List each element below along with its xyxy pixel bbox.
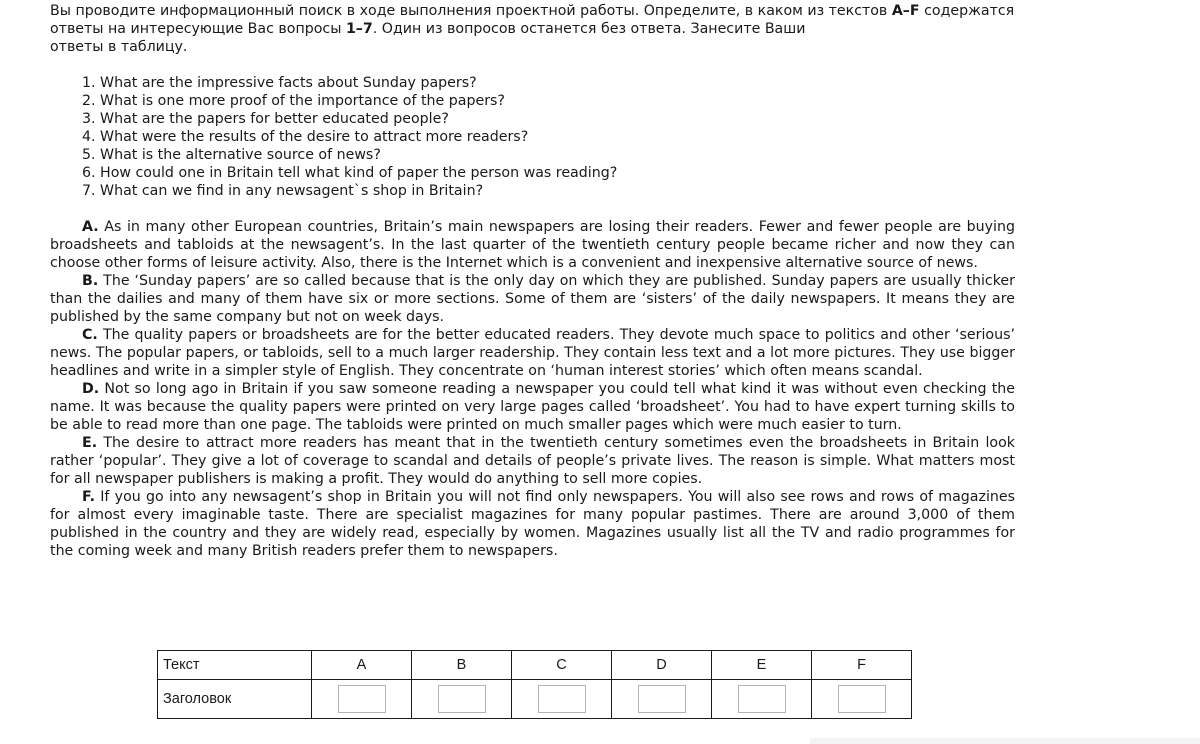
text-b: [50, 272, 1015, 326]
instructions-questions-range: 1–7: [345, 21, 373, 37]
answer-input-a[interactable]: [338, 685, 386, 713]
answer-input-d[interactable]: [638, 685, 686, 713]
question-item: 6. How could one in Britain tell what kind of paper the person was reading?: [82, 165, 618, 181]
text-letter: A.: [82, 219, 99, 235]
instructions-part3: . Один из вопросов останется без ответа. Занесите Ваши: [372, 21, 806, 37]
answer-input-c[interactable]: [538, 685, 586, 713]
text-letter: D.: [82, 381, 100, 397]
answer-cell: [312, 680, 412, 719]
answer-cell: [412, 680, 512, 719]
text-letter: C.: [82, 327, 98, 343]
row-label-heading: Заголовок: [158, 680, 312, 719]
questions-list: [82, 74, 1015, 200]
question-item: 2. What is one more proof of the importance of the papers?: [82, 93, 505, 109]
instructions-part2: содержатся ответы на интересующие Вас вопросы: [50, 3, 1015, 37]
answer-input-f[interactable]: [838, 685, 886, 713]
instructions-part4: ответы в таблицу.: [50, 39, 188, 55]
question-item: 1. What are the impressive facts about Sunday papers?: [82, 75, 477, 91]
column-header-b: B: [412, 651, 512, 680]
text-body: Not so long ago in Britain if you saw someone reading a newspaper you could tell what kind it was without even checking the name. It was because the quality papers were printed on very large pages called ‘broadsheet’. You had to have expert turning skills to be able to read more than one page. The tabloids were printed on much smaller pages which were much easier to turn.: [50, 381, 1015, 433]
answer-input-b[interactable]: [438, 685, 486, 713]
texts-section: [50, 218, 1015, 560]
column-header-c: C: [512, 651, 612, 680]
text-f: [50, 488, 1015, 560]
answer-cell: [812, 680, 912, 719]
column-header-a: A: [312, 651, 412, 680]
instructions-texts-range: A–F: [891, 3, 920, 19]
column-header-d: D: [612, 651, 712, 680]
text-letter: B.: [82, 273, 99, 289]
task-instructions: [50, 2, 1015, 56]
column-header-e: E: [712, 651, 812, 680]
answer-input-e[interactable]: [738, 685, 786, 713]
answer-cell: [712, 680, 812, 719]
answer-table-header-row: [158, 651, 912, 680]
answer-cell: [512, 680, 612, 719]
bottom-edge-shade: [810, 738, 1200, 744]
text-d: [50, 380, 1015, 434]
text-letter: F.: [82, 489, 95, 505]
text-body: If you go into any newsagent’s shop in Britain you will not find only newspapers. You will also see rows and rows of magazines for almost every imaginable taste. There are specialist magazines for many popular pastimes. There are around 3,000 of them published in the country and they are widely read, especially by women. Magazines usually list all the TV and radio programmes for the coming week and many British readers prefer them to newspapers.: [50, 489, 1015, 559]
text-c: [50, 326, 1015, 380]
question-item: 5. What is the alternative source of news?: [82, 147, 381, 163]
instructions-part1: Вы проводите информационный поиск в ходе выполнения проектной работы. Определите, в каком из текстов: [50, 3, 892, 19]
text-body: The desire to attract more readers has meant that in the twentieth century sometimes even the broadsheets in Britain look rather ‘popular’. They give a lot of coverage to scandal and details of people’s private lives. The reason is simple. What matters most for all newspaper publishers is making a profit. They would do anything to sell more copies.: [50, 435, 1015, 487]
task-page: [50, 2, 1015, 560]
question-item: 7. What can we find in any newsagent`s shop in Britain?: [82, 183, 484, 199]
answer-cell: [612, 680, 712, 719]
question-item: 4. What were the results of the desire to attract more readers?: [82, 129, 529, 145]
text-a: [50, 218, 1015, 272]
answer-table-answer-row: [158, 680, 912, 719]
row-label-text: Текст: [158, 651, 312, 680]
text-body: The ‘Sunday papers’ are so called because that is the only day on which they are published. Sunday papers are usually thicker than the dailies and many of them have six or more sections. Some of them are ‘sisters’ of the daily newspapers. It means they are published by the same company but not on week days.: [50, 273, 1015, 325]
column-header-f: F: [812, 651, 912, 680]
text-letter: E.: [82, 435, 98, 451]
text-body: The quality papers or broadsheets are for the better educated readers. They devote much space to politics and other ‘serious’ news. The popular papers, or tabloids, sell to a much larger readership. They contain less text and a lot more pictures. They use bigger headlines and write in a simpler style of English. They concentrate on ‘human interest stories’ which often means scandal.: [50, 327, 1015, 379]
text-body: As in many other European countries, Britain’s main newspapers are losing their readers. Fewer and fewer people are buying broadsheets and tabloids at the newsagent’s. In the last quarter of the twentieth century people became richer and now they can choose other forms of leisure activity. Also, there is the Internet which is a convenient and inexpensive alternative source of news.: [50, 219, 1015, 271]
question-item: 3. What are the papers for better educated people?: [82, 111, 449, 127]
answer-table: [157, 650, 912, 719]
text-e: [50, 434, 1015, 488]
